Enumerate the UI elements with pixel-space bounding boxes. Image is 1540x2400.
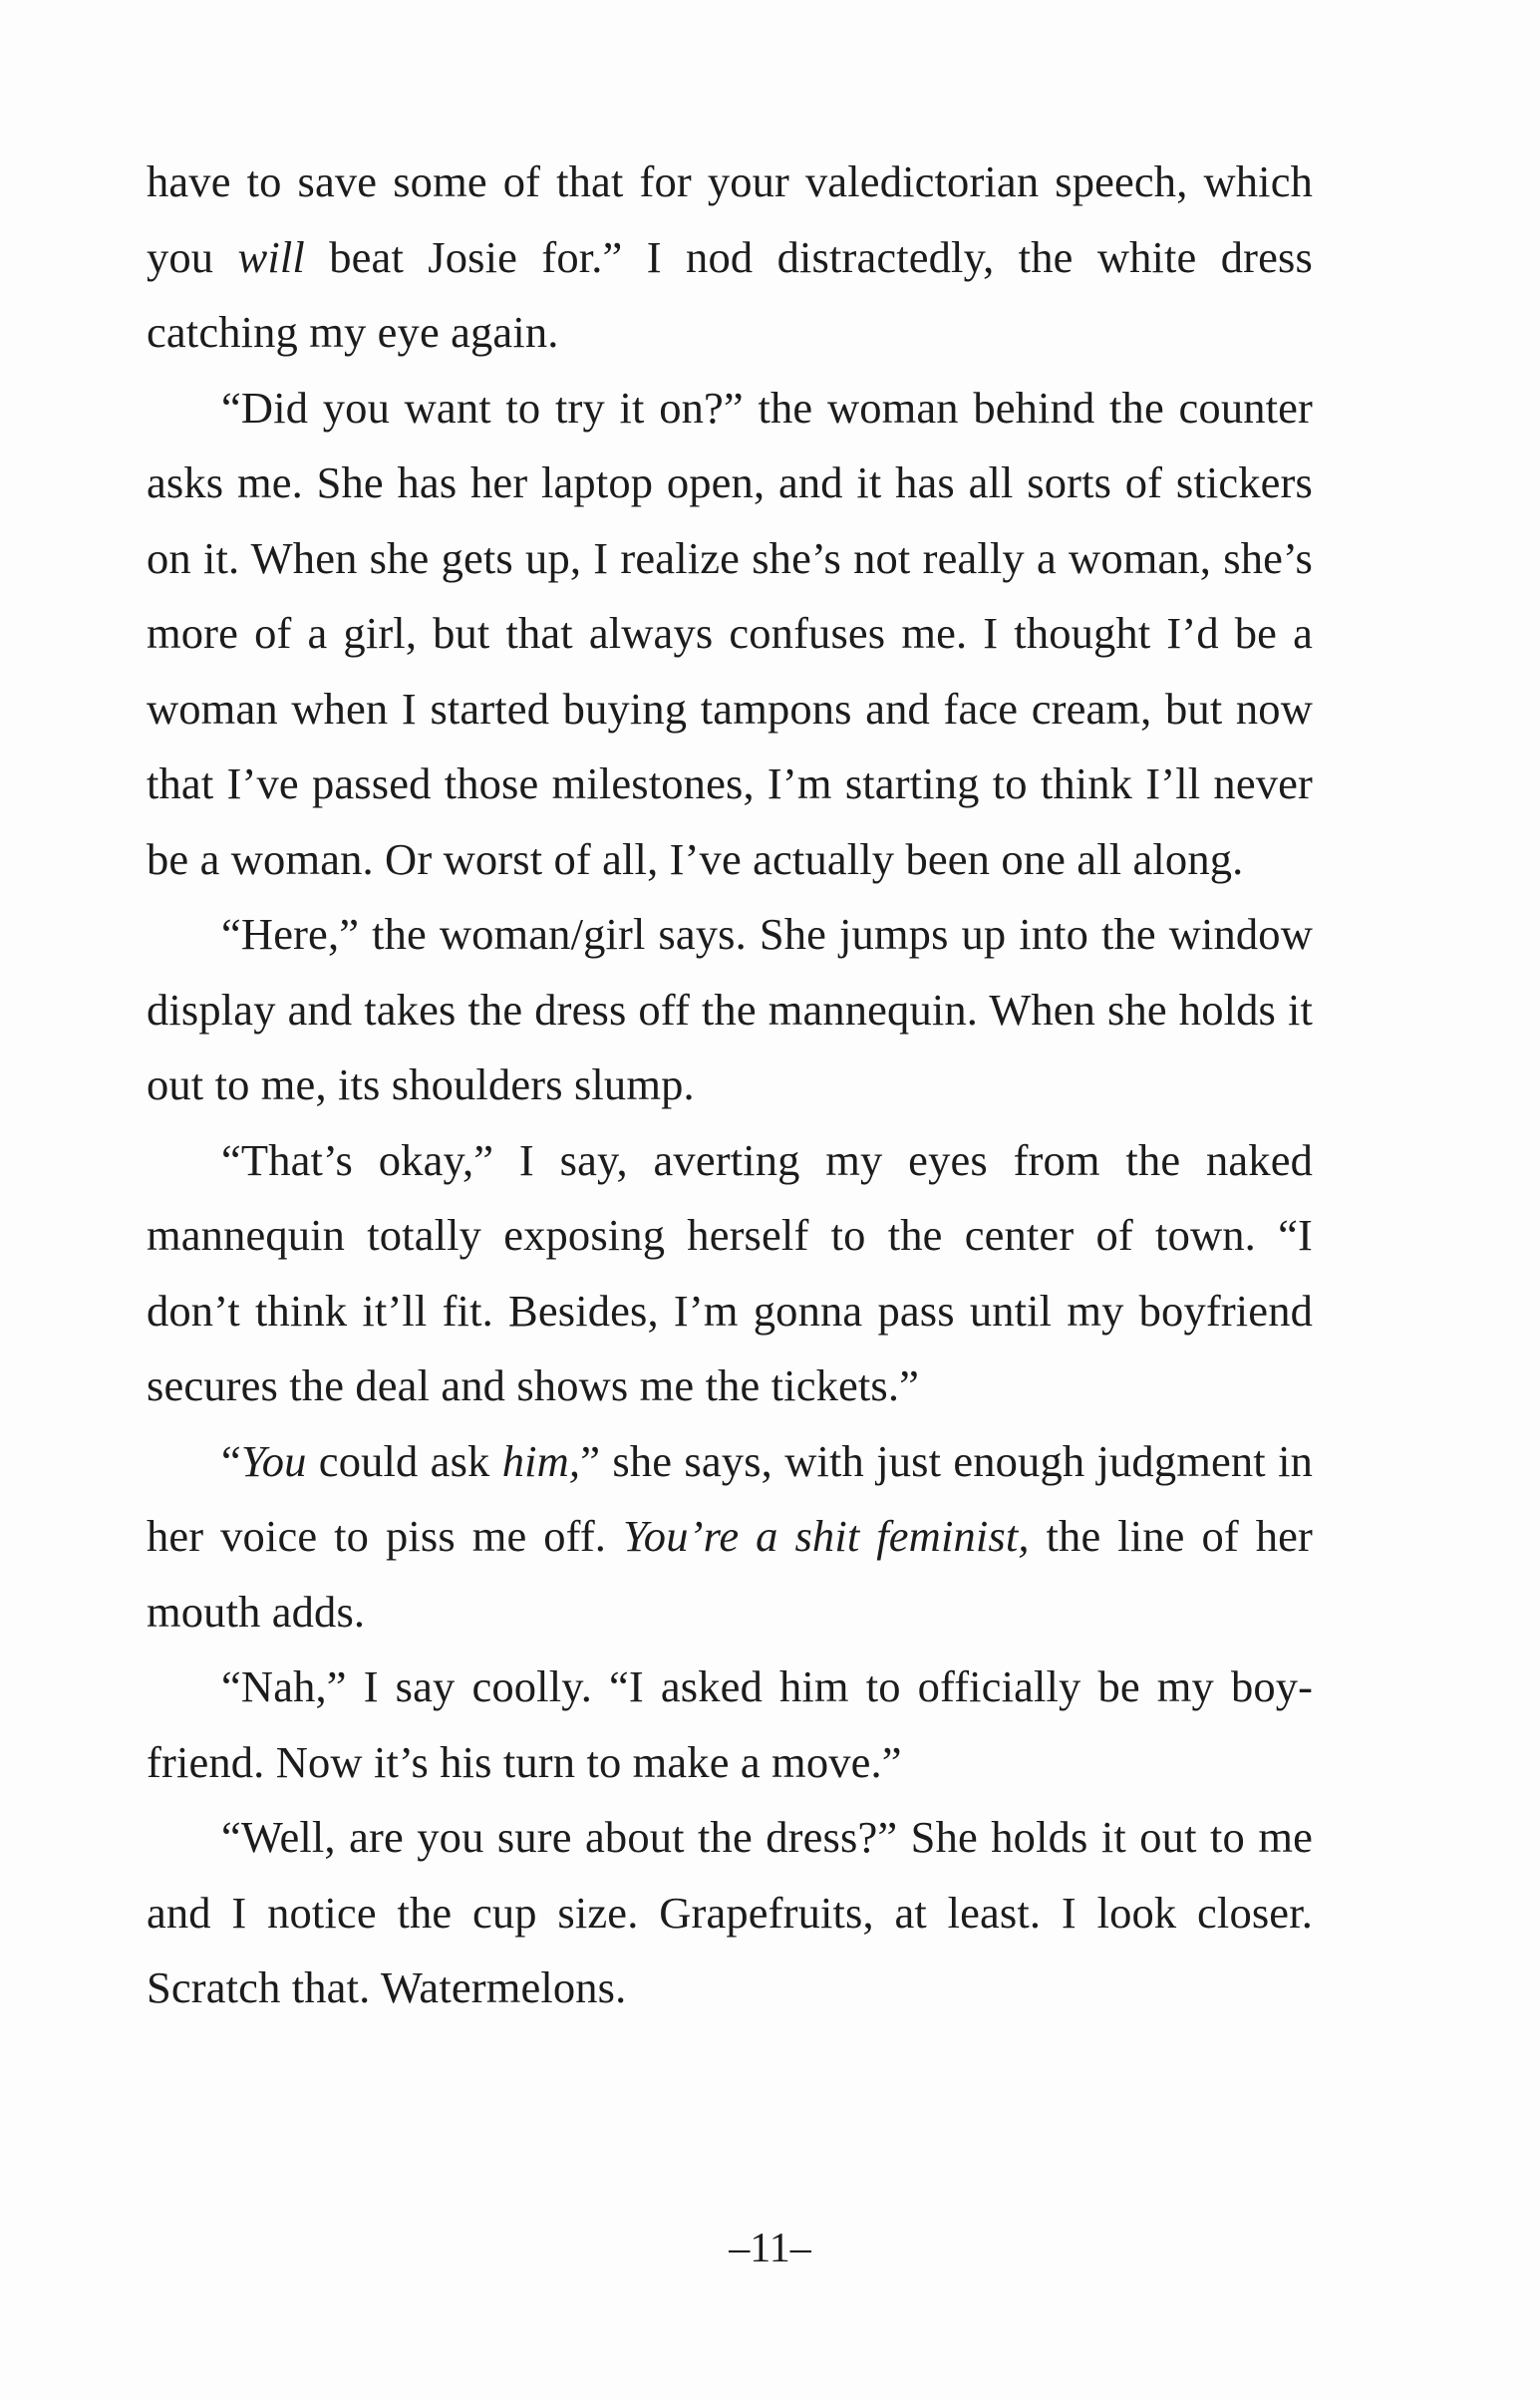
text-run: could ask bbox=[306, 1435, 502, 1486]
italic-text: will bbox=[237, 231, 305, 282]
paragraph bbox=[147, 371, 1313, 898]
text-run: beat Josie for.” I nod distractedly, the white dress catching my eye again. bbox=[147, 231, 1313, 357]
italic-text: You’re a shit feminist, bbox=[622, 1511, 1030, 1561]
paragraph bbox=[147, 1123, 1313, 1424]
page-number: –11– bbox=[729, 2226, 811, 2271]
text-run: the line of her mouth adds. bbox=[147, 1511, 1313, 1637]
body-text bbox=[147, 145, 1313, 2026]
text-run: “Did you want to try it on?” the woman behind the counter asks me. She has her laptop open, and it has all sorts of stickers on it. When she gets up, I realize she’s not really a woman, she’s more of a girl, but that always confuses me. I thought I’d be a woman when I started buying tampons and face cream, but now that I’ve passed those milestones, I’m starting to think I’ll never be a woman. Or worst of all, I’ve actually been one all along. bbox=[147, 382, 1313, 884]
text-run: “ bbox=[221, 1435, 241, 1486]
text-run: have to save some of that for your valedictorian speech, which you bbox=[147, 156, 1313, 282]
text-run: “Well, are you sure about the dress?” She holds it out to me and I notice the cup size. Grapefruits, at least. I look closer. Scratch that. Watermelons. bbox=[147, 1812, 1313, 2012]
italic-text: You bbox=[240, 1435, 307, 1486]
text-run: “That’s okay,” I say, averting my eyes from the naked mannequin totally exposing herself to the center of town. “I don’t think it’ll fit. Besides, I’m gonna pass until my boyfriend secures the deal and shows me the tickets.” bbox=[147, 1134, 1313, 1410]
italic-text: him, bbox=[501, 1435, 581, 1486]
text-run: ” she says, with just enough judgment in her voice to piss me off. bbox=[147, 1435, 1313, 1561]
paragraph bbox=[147, 1424, 1313, 1650]
text-run: “Here,” the woman/girl says. She jumps up into the window display and takes the dress off the mannequin. When she holds it out to me, its shoulders slump. bbox=[147, 909, 1313, 1109]
paragraph bbox=[147, 1800, 1313, 2026]
paragraph bbox=[147, 897, 1313, 1123]
paragraph bbox=[147, 1650, 1313, 1800]
text-run: “Nah,” I say coolly. “I asked him to officially be my boyfriend. Now it’s his turn to make a move.” bbox=[147, 1661, 1313, 1787]
paragraph bbox=[147, 145, 1313, 371]
